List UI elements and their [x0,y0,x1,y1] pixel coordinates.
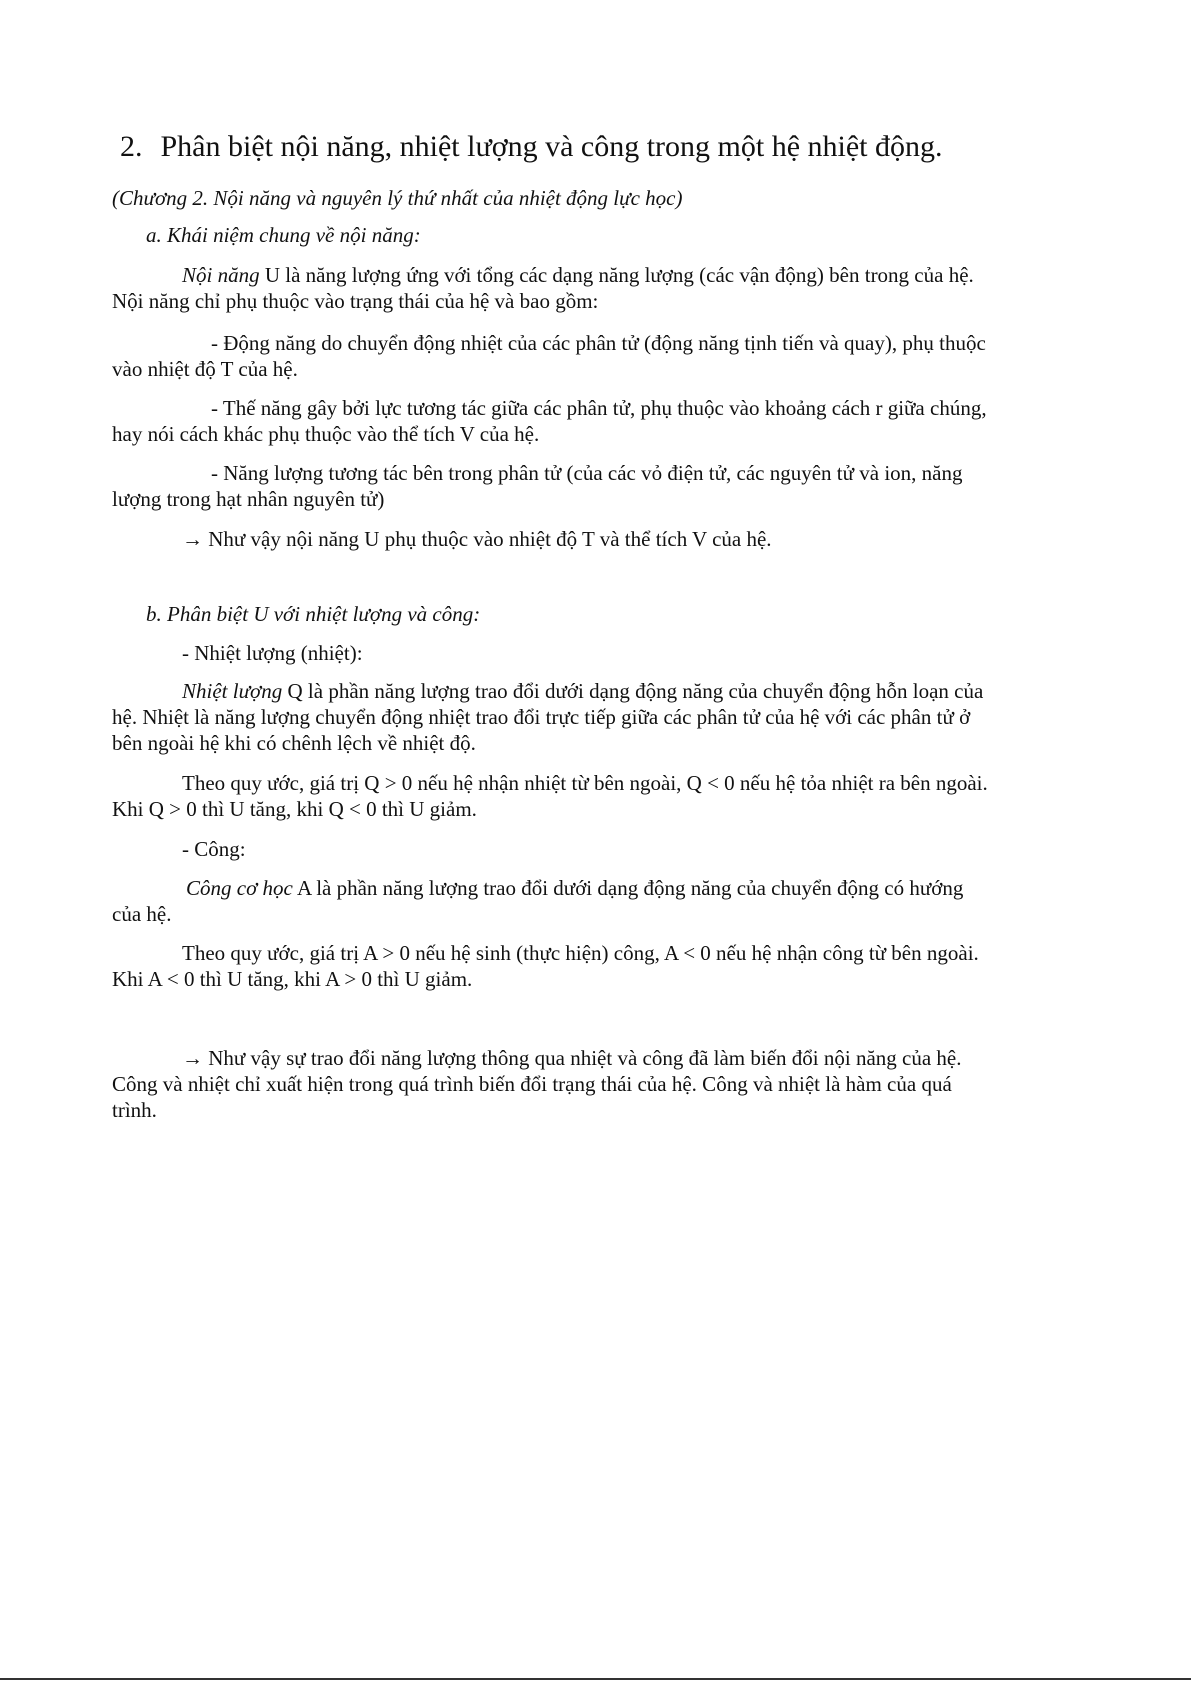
heat-convention-line-2: Khi Q > 0 thì U tăng, khi Q < 0 thì U giảm. [112,797,477,821]
final-line-2: Công và nhiệt chỉ xuất hiện trong quá trình biến đổi trạng thái của hệ. Công và nhiệt là hàm của quá [112,1072,952,1096]
work-convention-line-1: Theo quy ước, giá trị A > 0 nếu hệ sinh (thực hiện) công, A < 0 nếu hệ nhận công từ bên ngoài. [182,941,979,965]
heat-label: - Nhiệt lượng (nhiệt): [182,641,363,665]
heat-convention-line-1: Theo quy ước, giá trị Q > 0 nếu hệ nhận nhiệt từ bên ngoài, Q < 0 nếu hệ tỏa nhiệt ra bên ngoài. [182,771,988,795]
intro-line-1 [182,262,974,288]
work-line-1-text: A là phần năng lượng trao đổi dưới dạng động năng của chuyển động có hướng [292,876,964,900]
section-a-conclusion: → Như vậy nội năng U phụ thuộc vào nhiệt độ T và thể tích V của hệ. [182,527,772,551]
chapter-reference: (Chương 2. Nội năng và nguyên lý thứ nhất của nhiệt động lực học) [112,186,683,210]
section-a-title: a. Khái niệm chung về nội năng: [146,223,421,247]
intro-line-2: Nội năng chỉ phụ thuộc vào trạng thái của hệ và bao gồm: [112,289,599,313]
intro-line-1-text: U là năng lượng ứng với tổng các dạng năng lượng (các vận động) bên trong của hệ. [259,263,974,287]
heading-number: 2. [120,130,143,163]
item-2-line-2: hay nói cách khác phụ thuộc vào thể tích V của hệ. [112,422,540,446]
item-1-line-1: - Động năng do chuyển động nhiệt của các phân tử (động năng tịnh tiến và quay), phụ thuộc [211,331,986,355]
heading-title: Phân biệt nội năng, nhiệt lượng và công trong một hệ nhiệt động. [160,130,943,163]
work-line-2: của hệ. [112,902,172,926]
heat-line-1-text: Q là phần năng lượng trao đổi dưới dạng động năng của chuyển động hỗn loạn của [282,679,984,703]
item-3-line-1: - Năng lượng tương tác bên trong phân tử (của các vỏ điện tử, các nguyên tử và ion, năng [211,461,963,485]
work-term: Công cơ học [186,876,293,900]
heat-line-1 [182,678,983,704]
heat-line-2: hệ. Nhiệt là năng lượng chuyển động nhiệt trao đổi trực tiếp giữa các phân tử của hệ với các phân tử ở [112,705,971,729]
item-3-line-2: lượng trong hạt nhân nguyên tử) [112,487,385,511]
item-1-line-2: vào nhiệt độ T của hệ. [112,357,298,381]
bottom-border-line [0,1678,1191,1680]
section-b-title: b. Phân biệt U với nhiệt lượng và công: [146,602,481,626]
work-label: - Công: [182,837,246,861]
final-line-1: → Như vậy sự trao đổi năng lượng thông qua nhiệt và công đã làm biến đổi nội năng của hệ. [182,1046,962,1070]
work-line-1 [186,875,963,901]
work-convention-line-2: Khi A < 0 thì U tăng, khi A > 0 thì U giảm. [112,967,473,991]
heat-term: Nhiệt lượng [182,679,283,703]
item-2-line-1: - Thế năng gây bởi lực tương tác giữa các phân tử, phụ thuộc vào khoảng cách r giữa chúng, [211,396,987,420]
final-line-3: trình. [112,1098,157,1122]
intro-term: Nội năng [182,263,260,287]
heat-line-3: bên ngoài hệ khi có chênh lệch về nhiệt độ. [112,731,476,755]
section-heading [120,129,943,165]
